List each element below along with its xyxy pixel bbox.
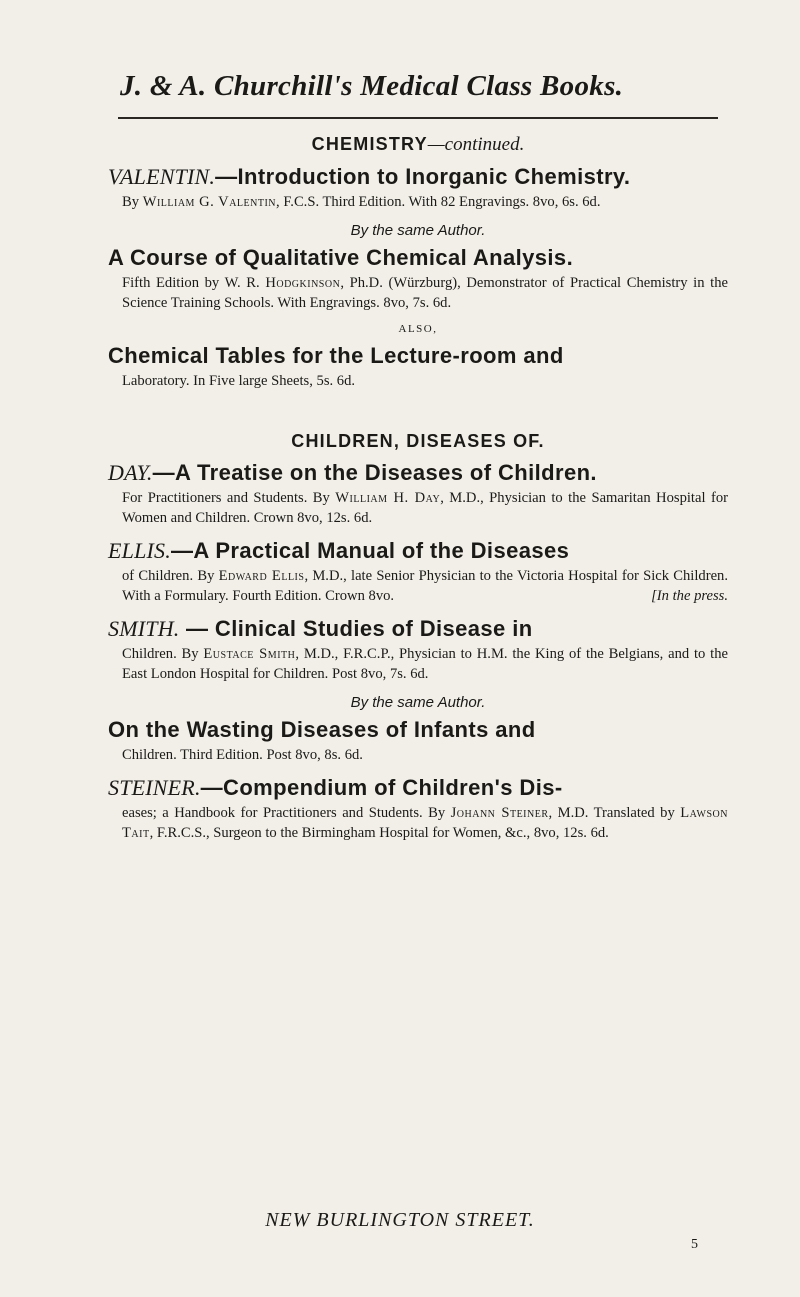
entry-description — [108, 488, 728, 528]
entry-title — [108, 538, 728, 564]
desc-text: , F.R.C.S., Surgeon to the Birmingham Hospital for Women, &c., 8vo, 12s. 6d. — [149, 825, 609, 841]
entry-title: Chemical Tables for the Lecture-room and — [108, 343, 564, 368]
signature-mark: 5 — [691, 1237, 698, 1252]
desc-text: For Practitioners and Students. By — [122, 490, 336, 506]
entry-title: On the Wasting Diseases of Infants and — [108, 717, 536, 742]
entry-title — [108, 616, 728, 642]
entry-description — [108, 566, 728, 606]
entry-description — [108, 803, 728, 843]
entry-qualitative — [108, 245, 728, 313]
person-name: Hodgkinson — [265, 275, 341, 291]
desc-text: By — [122, 194, 143, 210]
section-title-text: CHEMISTRY — [311, 134, 428, 154]
desc-text: , M.D., late Senior Physician to the Victoria Hospital for Sick Children. With a Formulary. Fourth Edition. Crown 8vo. — [122, 568, 728, 604]
person-name: Eustace Smith — [203, 646, 296, 662]
entry-title — [108, 460, 728, 486]
entry-description — [108, 644, 728, 684]
entry-description: Laboratory. In Five large Sheets, 5s. 6d. — [122, 373, 356, 389]
entry-smith — [108, 616, 728, 684]
entry-description: Children. Third Edition. Post 8vo, 8s. 6d. — [122, 747, 363, 763]
entry-description — [108, 192, 728, 212]
person-name: Johann Steiner — [450, 805, 549, 821]
author-name: SMITH. — [108, 616, 180, 641]
author-name: DAY. — [108, 460, 153, 485]
person-name: William H. Day — [335, 490, 441, 506]
entry-ellis — [108, 538, 728, 606]
entry-title — [108, 164, 728, 190]
person-name: Edward Ellis — [218, 568, 305, 584]
entry-steiner — [108, 775, 728, 843]
page-footer: NEW BURLINGTON STREET. — [265, 1209, 535, 1231]
desc-text: Fifth Edition by W. R. — [122, 275, 266, 291]
book-title: —A Practical Manual of the Diseases — [170, 538, 570, 563]
section-title-chemistry — [108, 134, 728, 156]
entry-description — [108, 273, 728, 313]
book-title: —Compendium of Children's Dis- — [200, 775, 563, 800]
author-name: VALENTIN. — [108, 164, 216, 189]
same-author-note: By the same Author. — [350, 222, 486, 239]
desc-text: , Ph.D. (Würzburg), Demonstrator of Practical Chemistry in the Science Training Schools. With Engravings. 8vo, 7s. 6d. — [122, 275, 728, 311]
entry-title — [108, 775, 728, 801]
book-title: — Clinical Studies of Disease in — [179, 616, 533, 641]
entry-valentin — [108, 164, 728, 212]
desc-text: , M.D., F.R.C.P., Physician to H.M. the King of the Belgians, and to the East London Hospital for Children. Post 8vo, 7s. 6d. — [122, 646, 728, 682]
desc-text: Children. By — [122, 646, 204, 662]
desc-text: , F.C.S. Third Edition. With 82 Engravings. 8vo, 6s. 6d. — [276, 194, 601, 210]
author-name: ELLIS. — [108, 538, 171, 563]
same-author-note: By the same Author. — [350, 694, 486, 711]
desc-text: , M.D. Translated by — [548, 805, 681, 821]
in-press-note: [In the press. — [651, 588, 728, 604]
author-name: STEINER. — [108, 775, 201, 800]
entry-day — [108, 460, 728, 528]
person-name: Lawson Tait — [122, 805, 728, 841]
also-label: ALSO, — [398, 323, 438, 335]
header-rule — [118, 117, 718, 119]
book-title: —A Treatise on the Diseases of Children. — [152, 460, 597, 485]
entry-chemical-tables — [108, 343, 728, 391]
book-title: —Introduction to Inorganic Chemistry. — [215, 164, 631, 189]
desc-text: of Children. By — [122, 568, 219, 584]
desc-text: , M.D., Physician to the Samaritan Hospital for Women and Children. Crown 8vo, 12s. 6d. — [122, 490, 728, 526]
section-title-children: CHILDREN, DISEASES OF. — [291, 431, 545, 451]
running-head: J. & A. Churchill's Medical Class Books. — [120, 70, 624, 102]
entry-title: A Course of Qualitative Chemical Analysis. — [108, 245, 574, 270]
entry-wasting-diseases — [108, 717, 728, 765]
page-content — [108, 128, 728, 853]
person-name: William G. Valentin — [142, 194, 277, 210]
desc-text: eases; a Handbook for Practitioners and Students. By — [122, 805, 451, 821]
continued-label: —continued. — [427, 134, 525, 155]
